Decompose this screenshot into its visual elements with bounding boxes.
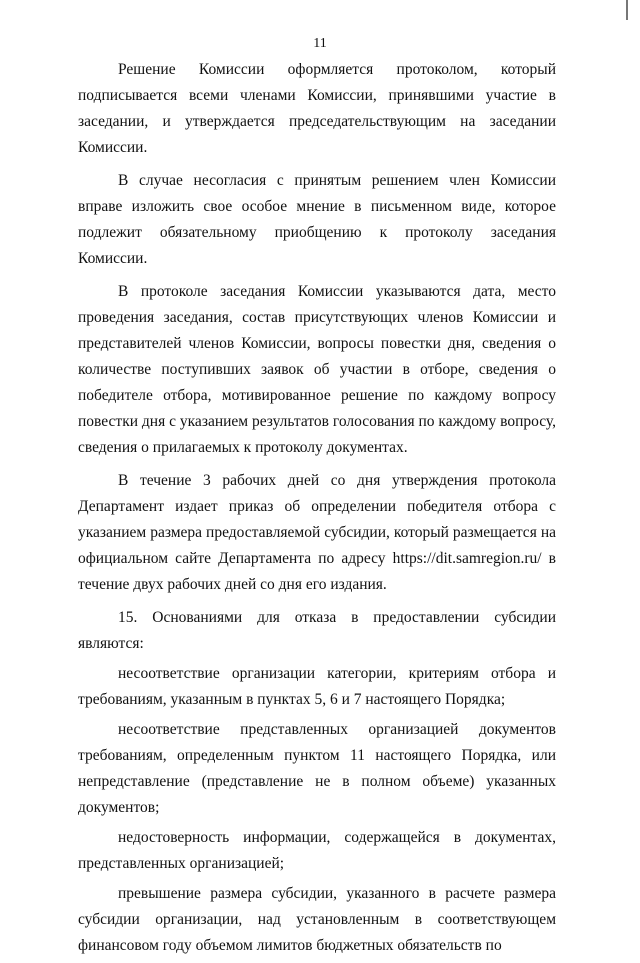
scan-edge-mark (626, 0, 628, 20)
paragraph-protocol-decision: Решение Комиссии оформляется протоколом, который подписывается всеми членами Комиссии, принявшими участие в заседании, и утверждается председательствующим на заседании Комиссии. (78, 61, 556, 156)
paragraph-protocol-contents: В протоколе заседания Комиссии указываются дата, место проведения заседания, состав присутствующих членов Комиссии и представителей членов Комиссии, вопросы повестки дня, сведения о количестве поступивших заявок об участии в отборе, сведения о победителе отбора, мотивированное решение по каждому вопросу повестки дня с указанием результатов голосования по каждому вопросу, сведения о прилагаемых к протоколу документах. (78, 283, 556, 456)
paragraph-refusal-ground-3: недостоверность информации, содержащейся в документах, представленных организацией; (78, 829, 556, 872)
paragraph-dissent-opinion: В случае несогласия с принятым решением член Комиссии вправе изложить свое особое мнение в письменном виде, которое подлежит обязательному приобщению к протоколу заседания Комиссии. (78, 172, 556, 267)
paragraph-refusal-grounds-heading: 15. Основаниями для отказа в предоставлении субсидии являются: (78, 609, 556, 652)
paragraph-refusal-ground-1: несоответствие организации категории, критериям отбора и требованиям, указанным в пунктах 5, 6 и 7 настоящего Порядка; (78, 665, 556, 708)
paragraph-winner-order: В течение 3 рабочих дней со дня утверждения протокола Департамент издает приказ об определении победителя отбора с указанием размера предоставляемой субсидии, который размещается на официальном сайте Департамента по адресу https://dit.samregion.ru/ в течение двух рабочих дней со дня его издания. (78, 472, 556, 593)
paragraph-refusal-ground-2: несоответствие представленных организацией документов требованиям, определенным пунктом 11 настоящего Порядка, или непредставление (представление не в полном объеме) указанных документов; (78, 721, 556, 816)
document-body (78, 57, 556, 963)
page-number: 11 (313, 36, 327, 51)
paragraph-refusal-ground-4: превышение размера субсидии, указанного в расчете размера субсидии организации, над установленным в соответствующем финансовом году объемом лимитов бюджетных обязательств по (78, 885, 556, 954)
